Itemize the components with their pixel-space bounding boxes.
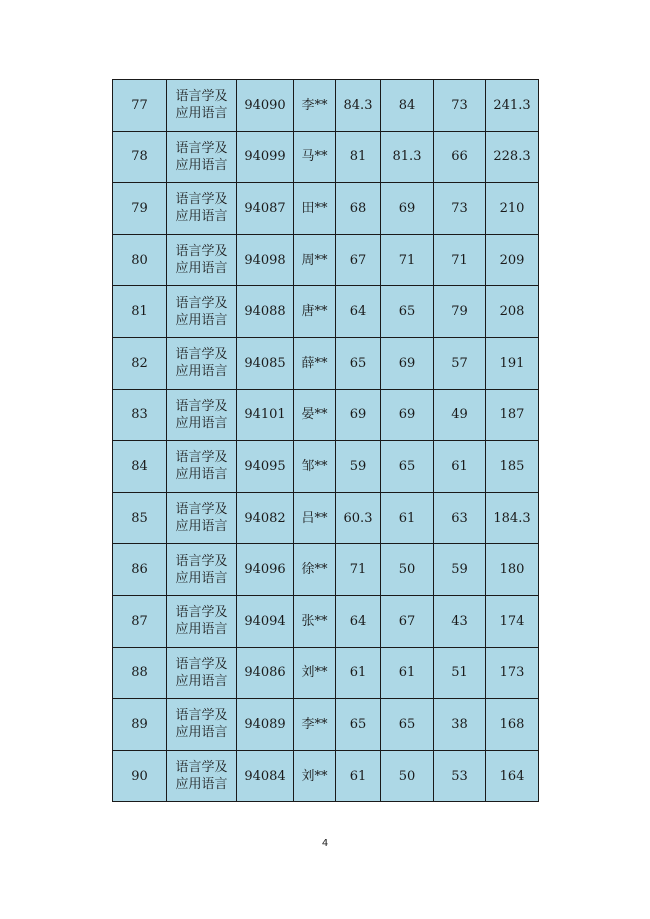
score2-cell: 50 <box>381 750 434 802</box>
major-line-2: 应用语言 <box>175 467 228 483</box>
score3-cell: 43 <box>434 595 486 647</box>
major-cell <box>167 750 237 802</box>
major-line-2: 应用语言 <box>175 364 228 380</box>
exam-id-cell: 94094 <box>237 595 294 647</box>
name-cell: 张** <box>294 595 336 647</box>
score3-cell: 59 <box>434 544 486 596</box>
major-line-1: 语言学及 <box>175 760 228 776</box>
major-line-2: 应用语言 <box>175 312 228 328</box>
table-row <box>113 441 539 493</box>
score3-cell: 51 <box>434 647 486 699</box>
major-line-1: 语言学及 <box>175 553 228 569</box>
score2-cell: 65 <box>381 441 434 493</box>
score1-cell: 81 <box>336 131 381 183</box>
rank-cell: 90 <box>113 750 167 802</box>
table-row <box>113 492 539 544</box>
major-line-1: 语言学及 <box>175 398 228 414</box>
table-row <box>113 234 539 286</box>
exam-id-cell: 94086 <box>237 647 294 699</box>
table-row <box>113 595 539 647</box>
major-line-1: 语言学及 <box>175 605 228 621</box>
score2-cell: 65 <box>381 286 434 338</box>
major-cell <box>167 286 237 338</box>
score2-cell: 84 <box>381 80 434 132</box>
major-cell <box>167 80 237 132</box>
total-cell: 241.3 <box>486 80 539 132</box>
table-row <box>113 80 539 132</box>
score3-cell: 38 <box>434 699 486 751</box>
rank-cell: 86 <box>113 544 167 596</box>
score3-cell: 73 <box>434 183 486 235</box>
total-cell: 185 <box>486 441 539 493</box>
score2-cell: 81.3 <box>381 131 434 183</box>
major-cell <box>167 699 237 751</box>
score3-cell: 66 <box>434 131 486 183</box>
score-table-body <box>113 80 539 802</box>
exam-id-cell: 94088 <box>237 286 294 338</box>
name-cell: 李** <box>294 699 336 751</box>
major-cell <box>167 595 237 647</box>
major-line-1: 语言学及 <box>175 89 228 105</box>
name-cell: 周** <box>294 234 336 286</box>
score2-cell: 71 <box>381 234 434 286</box>
table-row <box>113 699 539 751</box>
rank-cell: 79 <box>113 183 167 235</box>
score3-cell: 73 <box>434 80 486 132</box>
rank-cell: 78 <box>113 131 167 183</box>
score3-cell: 57 <box>434 337 486 389</box>
name-cell: 晏** <box>294 389 336 441</box>
score2-cell: 50 <box>381 544 434 596</box>
name-cell: 唐** <box>294 286 336 338</box>
table-row <box>113 131 539 183</box>
name-cell: 田** <box>294 183 336 235</box>
rank-cell: 81 <box>113 286 167 338</box>
major-line-2: 应用语言 <box>175 725 228 741</box>
major-line-2: 应用语言 <box>175 673 228 689</box>
major-cell <box>167 441 237 493</box>
major-line-1: 语言学及 <box>175 140 228 156</box>
table-row <box>113 286 539 338</box>
total-cell: 184.3 <box>486 492 539 544</box>
score1-cell: 84.3 <box>336 80 381 132</box>
table-row <box>113 647 539 699</box>
score2-cell: 69 <box>381 389 434 441</box>
score1-cell: 68 <box>336 183 381 235</box>
name-cell: 徐** <box>294 544 336 596</box>
name-cell: 李** <box>294 80 336 132</box>
major-line-1: 语言学及 <box>175 192 228 208</box>
major-line-1: 语言学及 <box>175 244 228 260</box>
total-cell: 164 <box>486 750 539 802</box>
major-cell <box>167 647 237 699</box>
rank-cell: 88 <box>113 647 167 699</box>
exam-id-cell: 94101 <box>237 389 294 441</box>
rank-cell: 85 <box>113 492 167 544</box>
name-cell: 邹** <box>294 441 336 493</box>
major-cell <box>167 234 237 286</box>
major-line-1: 语言学及 <box>175 450 228 466</box>
major-cell <box>167 544 237 596</box>
name-cell: 刘** <box>294 647 336 699</box>
score2-cell: 61 <box>381 647 434 699</box>
major-line-2: 应用语言 <box>175 415 228 431</box>
score2-cell: 61 <box>381 492 434 544</box>
exam-id-cell: 94082 <box>237 492 294 544</box>
total-cell: 168 <box>486 699 539 751</box>
total-cell: 210 <box>486 183 539 235</box>
total-cell: 209 <box>486 234 539 286</box>
major-line-1: 语言学及 <box>175 656 228 672</box>
major-cell <box>167 337 237 389</box>
exam-id-cell: 94089 <box>237 699 294 751</box>
score1-cell: 67 <box>336 234 381 286</box>
rank-cell: 82 <box>113 337 167 389</box>
exam-id-cell: 94084 <box>237 750 294 802</box>
score1-cell: 65 <box>336 337 381 389</box>
name-cell: 刘** <box>294 750 336 802</box>
score1-cell: 64 <box>336 286 381 338</box>
rank-cell: 77 <box>113 80 167 132</box>
major-line-2: 应用语言 <box>175 209 228 225</box>
score1-cell: 64 <box>336 595 381 647</box>
total-cell: 228.3 <box>486 131 539 183</box>
exam-id-cell: 94098 <box>237 234 294 286</box>
total-cell: 191 <box>486 337 539 389</box>
major-cell <box>167 389 237 441</box>
total-cell: 208 <box>486 286 539 338</box>
major-cell <box>167 492 237 544</box>
rank-cell: 84 <box>113 441 167 493</box>
score1-cell: 61 <box>336 647 381 699</box>
major-cell <box>167 131 237 183</box>
exam-id-cell: 94085 <box>237 337 294 389</box>
score2-cell: 67 <box>381 595 434 647</box>
table-row <box>113 183 539 235</box>
rank-cell: 87 <box>113 595 167 647</box>
major-line-2: 应用语言 <box>175 777 228 793</box>
score3-cell: 71 <box>434 234 486 286</box>
exam-id-cell: 94090 <box>237 80 294 132</box>
major-line-2: 应用语言 <box>175 106 228 122</box>
score3-cell: 61 <box>434 441 486 493</box>
exam-id-cell: 94095 <box>237 441 294 493</box>
major-line-1: 语言学及 <box>175 502 228 518</box>
total-cell: 187 <box>486 389 539 441</box>
total-cell: 174 <box>486 595 539 647</box>
major-line-2: 应用语言 <box>175 157 228 173</box>
score3-cell: 49 <box>434 389 486 441</box>
major-line-2: 应用语言 <box>175 519 228 535</box>
exam-id-cell: 94099 <box>237 131 294 183</box>
total-cell: 173 <box>486 647 539 699</box>
rank-cell: 80 <box>113 234 167 286</box>
page-number: 4 <box>321 838 329 849</box>
score-table <box>112 79 539 802</box>
major-cell <box>167 183 237 235</box>
score3-cell: 53 <box>434 750 486 802</box>
name-cell: 马** <box>294 131 336 183</box>
major-line-2: 应用语言 <box>175 570 228 586</box>
score1-cell: 60.3 <box>336 492 381 544</box>
rank-cell: 89 <box>113 699 167 751</box>
major-line-1: 语言学及 <box>175 347 228 363</box>
table-row <box>113 389 539 441</box>
score2-cell: 69 <box>381 183 434 235</box>
table-row <box>113 544 539 596</box>
score1-cell: 59 <box>336 441 381 493</box>
major-line-2: 应用语言 <box>175 622 228 638</box>
total-cell: 180 <box>486 544 539 596</box>
major-line-1: 语言学及 <box>175 295 228 311</box>
name-cell: 薛** <box>294 337 336 389</box>
major-line-2: 应用语言 <box>175 261 228 277</box>
score1-cell: 69 <box>336 389 381 441</box>
exam-id-cell: 94096 <box>237 544 294 596</box>
score3-cell: 63 <box>434 492 486 544</box>
rank-cell: 83 <box>113 389 167 441</box>
table-row <box>113 750 539 802</box>
score1-cell: 71 <box>336 544 381 596</box>
score2-cell: 69 <box>381 337 434 389</box>
name-cell: 吕** <box>294 492 336 544</box>
score1-cell: 65 <box>336 699 381 751</box>
table-row <box>113 337 539 389</box>
score3-cell: 79 <box>434 286 486 338</box>
score2-cell: 65 <box>381 699 434 751</box>
score1-cell: 61 <box>336 750 381 802</box>
exam-id-cell: 94087 <box>237 183 294 235</box>
major-line-1: 语言学及 <box>175 708 228 724</box>
